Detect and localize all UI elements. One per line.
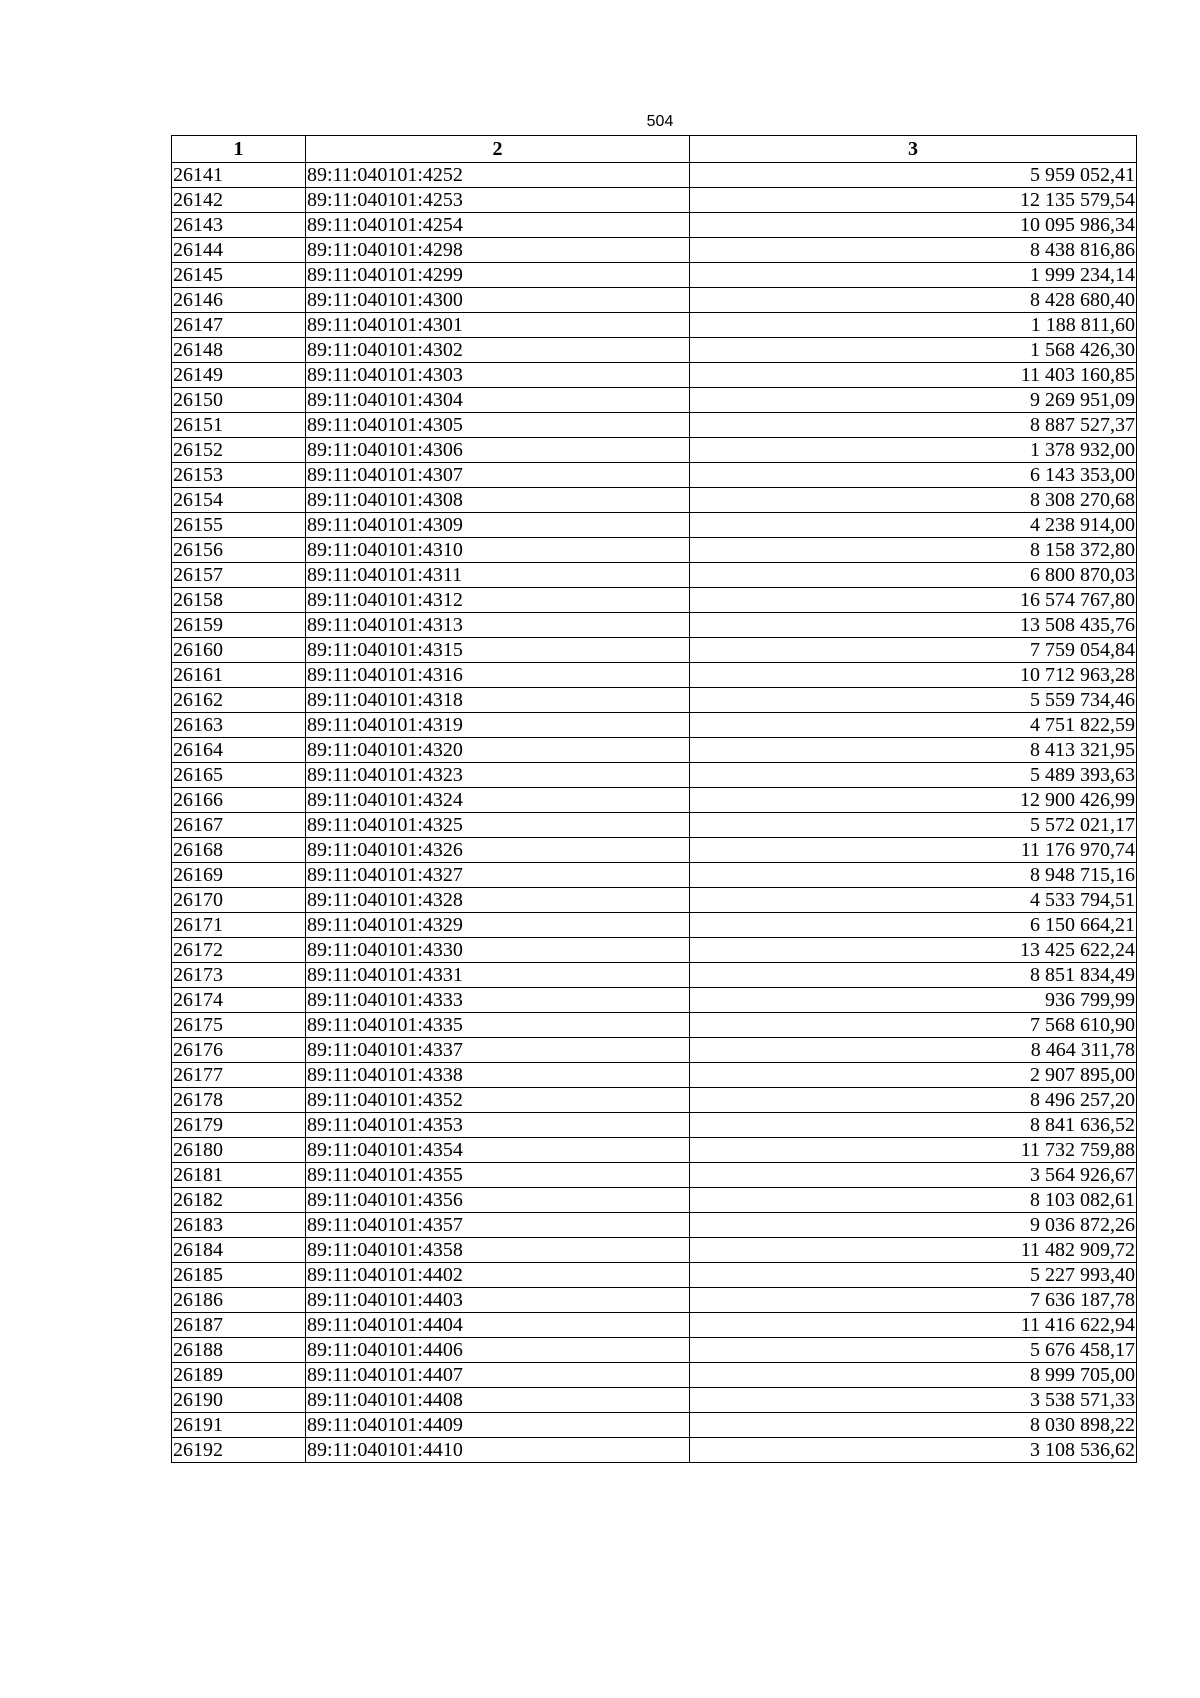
cadastral-value-cell: 12 900 426,99 [690,788,1137,813]
cadastral-value-cell: 7 568 610,90 [690,1013,1137,1038]
cadastral-number-cell: 89:11:040101:4327 [306,863,690,888]
cadastral-value-cell: 8 496 257,20 [690,1088,1137,1113]
table-row [172,438,1137,463]
cadastral-value-cell: 8 030 898,22 [690,1413,1137,1438]
table-row [172,963,1137,988]
cadastral-value-cell: 3 564 926,67 [690,1163,1137,1188]
header-col-1: 1 [172,136,306,163]
table-row [172,788,1137,813]
row-number-cell: 26165 [172,763,306,788]
cadastral-value-cell: 3 108 536,62 [690,1438,1137,1463]
row-number-cell: 26142 [172,188,306,213]
table-row [172,1238,1137,1263]
table-row [172,213,1137,238]
cadastral-value-cell: 5 227 993,40 [690,1263,1137,1288]
row-number-cell: 26157 [172,563,306,588]
table-row [172,1163,1137,1188]
table-row [172,913,1137,938]
cadastral-value-cell: 9 036 872,26 [690,1213,1137,1238]
row-number-cell: 26185 [172,1263,306,1288]
table-row [172,638,1137,663]
cadastral-value-cell: 2 907 895,00 [690,1063,1137,1088]
row-number-cell: 26169 [172,863,306,888]
cadastral-number-cell: 89:11:040101:4310 [306,538,690,563]
row-number-cell: 26175 [172,1013,306,1038]
row-number-cell: 26146 [172,288,306,313]
row-number-cell: 26155 [172,513,306,538]
cadastral-value-cell: 1 378 932,00 [690,438,1137,463]
cadastral-value-cell: 8 438 816,86 [690,238,1137,263]
table-row [172,1288,1137,1313]
cadastral-number-cell: 89:11:040101:4326 [306,838,690,863]
cadastral-number-cell: 89:11:040101:4306 [306,438,690,463]
cadastral-value-cell: 11 176 970,74 [690,838,1137,863]
table-row [172,388,1137,413]
row-number-cell: 26158 [172,588,306,613]
table-body [172,163,1137,1463]
register-table [171,135,1137,1463]
row-number-cell: 26149 [172,363,306,388]
cadastral-number-cell: 89:11:040101:4402 [306,1263,690,1288]
cadastral-value-cell: 8 158 372,80 [690,538,1137,563]
table-row [172,1188,1137,1213]
row-number-cell: 26168 [172,838,306,863]
row-number-cell: 26161 [172,663,306,688]
table-row [172,338,1137,363]
row-number-cell: 26147 [172,313,306,338]
row-number-cell: 26174 [172,988,306,1013]
cadastral-value-cell: 11 482 909,72 [690,1238,1137,1263]
cadastral-number-cell: 89:11:040101:4308 [306,488,690,513]
cadastral-number-cell: 89:11:040101:4312 [306,588,690,613]
row-number-cell: 26186 [172,1288,306,1313]
table-row [172,263,1137,288]
cadastral-number-cell: 89:11:040101:4403 [306,1288,690,1313]
cadastral-value-cell: 8 308 270,68 [690,488,1137,513]
row-number-cell: 26163 [172,713,306,738]
cadastral-number-cell: 89:11:040101:4316 [306,663,690,688]
cadastral-value-cell: 8 413 321,95 [690,738,1137,763]
cadastral-number-cell: 89:11:040101:4252 [306,163,690,188]
table-row [172,588,1137,613]
cadastral-number-cell: 89:11:040101:4353 [306,1113,690,1138]
cadastral-value-cell: 9 269 951,09 [690,388,1137,413]
table-row [172,1263,1137,1288]
table-row [172,763,1137,788]
row-number-cell: 26178 [172,1088,306,1113]
cadastral-number-cell: 89:11:040101:4315 [306,638,690,663]
cadastral-number-cell: 89:11:040101:4410 [306,1438,690,1463]
cadastral-number-cell: 89:11:040101:4335 [306,1013,690,1038]
header-col-2: 2 [306,136,690,163]
table-row [172,1113,1137,1138]
table-row [172,313,1137,338]
row-number-cell: 26182 [172,1188,306,1213]
table-row [172,988,1137,1013]
row-number-cell: 26141 [172,163,306,188]
header-col-3: 3 [690,136,1137,163]
row-number-cell: 26150 [172,388,306,413]
row-number-cell: 26187 [172,1313,306,1338]
cadastral-number-cell: 89:11:040101:4299 [306,263,690,288]
cadastral-value-cell: 8 841 636,52 [690,1113,1137,1138]
table-row [172,838,1137,863]
table-row [172,863,1137,888]
row-number-cell: 26151 [172,413,306,438]
row-number-cell: 26190 [172,1388,306,1413]
cadastral-value-cell: 6 150 664,21 [690,913,1137,938]
table-row [172,363,1137,388]
table-row [172,713,1137,738]
table-row [172,888,1137,913]
cadastral-value-cell: 10 095 986,34 [690,213,1137,238]
cadastral-number-cell: 89:11:040101:4331 [306,963,690,988]
row-number-cell: 26162 [172,688,306,713]
cadastral-number-cell: 89:11:040101:4408 [306,1388,690,1413]
cadastral-value-cell: 8 887 527,37 [690,413,1137,438]
cadastral-value-cell: 8 428 680,40 [690,288,1137,313]
cadastral-value-cell: 8 464 311,78 [690,1038,1137,1063]
cadastral-number-cell: 89:11:040101:4333 [306,988,690,1013]
cadastral-value-cell: 11 403 160,85 [690,363,1137,388]
cadastral-value-cell: 5 959 052,41 [690,163,1137,188]
table-row [172,663,1137,688]
cadastral-value-cell: 4 238 914,00 [690,513,1137,538]
cadastral-number-cell: 89:11:040101:4302 [306,338,690,363]
cadastral-number-cell: 89:11:040101:4253 [306,188,690,213]
row-number-cell: 26167 [172,813,306,838]
cadastral-number-cell: 89:11:040101:4354 [306,1138,690,1163]
table-row [172,488,1137,513]
header-row [172,136,1137,163]
cadastral-value-cell: 936 799,99 [690,988,1137,1013]
table-row [172,688,1137,713]
cadastral-value-cell: 1 999 234,14 [690,263,1137,288]
table-row [172,613,1137,638]
table-row [172,938,1137,963]
table-row [172,1363,1137,1388]
cadastral-number-cell: 89:11:040101:4313 [306,613,690,638]
cadastral-value-cell: 5 559 734,46 [690,688,1137,713]
cadastral-value-cell: 4 751 822,59 [690,713,1137,738]
cadastral-number-cell: 89:11:040101:4305 [306,413,690,438]
table-row [172,1038,1137,1063]
cadastral-number-cell: 89:11:040101:4307 [306,463,690,488]
table-row [172,163,1137,188]
row-number-cell: 26188 [172,1338,306,1363]
cadastral-number-cell: 89:11:040101:4338 [306,1063,690,1088]
cadastral-value-cell: 7 759 054,84 [690,638,1137,663]
cadastral-value-cell: 4 533 794,51 [690,888,1137,913]
row-number-cell: 26152 [172,438,306,463]
row-number-cell: 26183 [172,1213,306,1238]
cadastral-number-cell: 89:11:040101:4320 [306,738,690,763]
table-row [172,563,1137,588]
cadastral-value-cell: 16 574 767,80 [690,588,1137,613]
cadastral-number-cell: 89:11:040101:4254 [306,213,690,238]
cadastral-number-cell: 89:11:040101:4323 [306,763,690,788]
table-row [172,1013,1137,1038]
cadastral-number-cell: 89:11:040101:4407 [306,1363,690,1388]
cadastral-value-cell: 8 999 705,00 [690,1363,1137,1388]
cadastral-value-cell: 8 948 715,16 [690,863,1137,888]
cadastral-value-cell: 1 188 811,60 [690,313,1137,338]
row-number-cell: 26177 [172,1063,306,1088]
table-row [172,813,1137,838]
table-row [172,188,1137,213]
table-row [172,1063,1137,1088]
cadastral-number-cell: 89:11:040101:4318 [306,688,690,713]
cadastral-value-cell: 10 712 963,28 [690,663,1137,688]
row-number-cell: 26173 [172,963,306,988]
table-row [172,738,1137,763]
cadastral-value-cell: 7 636 187,78 [690,1288,1137,1313]
cadastral-value-cell: 11 416 622,94 [690,1313,1137,1338]
row-number-cell: 26156 [172,538,306,563]
table-row [172,288,1137,313]
cadastral-number-cell: 89:11:040101:4358 [306,1238,690,1263]
cadastral-value-cell: 13 425 622,24 [690,938,1137,963]
cadastral-number-cell: 89:11:040101:4298 [306,238,690,263]
row-number-cell: 26159 [172,613,306,638]
row-number-cell: 26145 [172,263,306,288]
table-row [172,1213,1137,1238]
table-row [172,238,1137,263]
cadastral-value-cell: 12 135 579,54 [690,188,1137,213]
cadastral-number-cell: 89:11:040101:4303 [306,363,690,388]
table-row [172,1338,1137,1363]
cadastral-number-cell: 89:11:040101:4330 [306,938,690,963]
table-row [172,463,1137,488]
cadastral-value-cell: 13 508 435,76 [690,613,1137,638]
cadastral-number-cell: 89:11:040101:4300 [306,288,690,313]
row-number-cell: 26171 [172,913,306,938]
cadastral-number-cell: 89:11:040101:4311 [306,563,690,588]
row-number-cell: 26166 [172,788,306,813]
cadastral-value-cell: 5 489 393,63 [690,763,1137,788]
cadastral-number-cell: 89:11:040101:4337 [306,1038,690,1063]
row-number-cell: 26143 [172,213,306,238]
row-number-cell: 26184 [172,1238,306,1263]
cadastral-value-cell: 1 568 426,30 [690,338,1137,363]
table-row [172,413,1137,438]
cadastral-number-cell: 89:11:040101:4304 [306,388,690,413]
cadastral-number-cell: 89:11:040101:4356 [306,1188,690,1213]
table-row [172,1088,1137,1113]
cadastral-number-cell: 89:11:040101:4325 [306,813,690,838]
table-row [172,1313,1137,1338]
row-number-cell: 26191 [172,1413,306,1438]
cadastral-value-cell: 8 103 082,61 [690,1188,1137,1213]
row-number-cell: 26170 [172,888,306,913]
row-number-cell: 26189 [172,1363,306,1388]
cadastral-number-cell: 89:11:040101:4357 [306,1213,690,1238]
cadastral-number-cell: 89:11:040101:4328 [306,888,690,913]
row-number-cell: 26153 [172,463,306,488]
cadastral-number-cell: 89:11:040101:4319 [306,713,690,738]
cadastral-number-cell: 89:11:040101:4301 [306,313,690,338]
cadastral-number-cell: 89:11:040101:4329 [306,913,690,938]
cadastral-number-cell: 89:11:040101:4355 [306,1163,690,1188]
cadastral-value-cell: 8 851 834,49 [690,963,1137,988]
table-header [172,136,1137,163]
cadastral-value-cell: 5 572 021,17 [690,813,1137,838]
cadastral-number-cell: 89:11:040101:4309 [306,513,690,538]
row-number-cell: 26180 [172,1138,306,1163]
row-number-cell: 26181 [172,1163,306,1188]
cadastral-number-cell: 89:11:040101:4352 [306,1088,690,1113]
table-row [172,1413,1137,1438]
cadastral-value-cell: 5 676 458,17 [690,1338,1137,1363]
table-row [172,1138,1137,1163]
row-number-cell: 26144 [172,238,306,263]
table-row [172,513,1137,538]
cadastral-number-cell: 89:11:040101:4406 [306,1338,690,1363]
cadastral-value-cell: 3 538 571,33 [690,1388,1137,1413]
cadastral-number-cell: 89:11:040101:4409 [306,1413,690,1438]
row-number-cell: 26148 [172,338,306,363]
row-number-cell: 26160 [172,638,306,663]
cadastral-value-cell: 11 732 759,88 [690,1138,1137,1163]
row-number-cell: 26172 [172,938,306,963]
cadastral-value-cell: 6 800 870,03 [690,563,1137,588]
cadastral-number-cell: 89:11:040101:4324 [306,788,690,813]
row-number-cell: 26154 [172,488,306,513]
table-row [172,1438,1137,1463]
table-row [172,1388,1137,1413]
cadastral-number-cell: 89:11:040101:4404 [306,1313,690,1338]
row-number-cell: 26179 [172,1113,306,1138]
cadastral-value-cell: 6 143 353,00 [690,463,1137,488]
row-number-cell: 26176 [172,1038,306,1063]
row-number-cell: 26164 [172,738,306,763]
table-row [172,538,1137,563]
page-number: 504 [646,113,674,130]
row-number-cell: 26192 [172,1438,306,1463]
